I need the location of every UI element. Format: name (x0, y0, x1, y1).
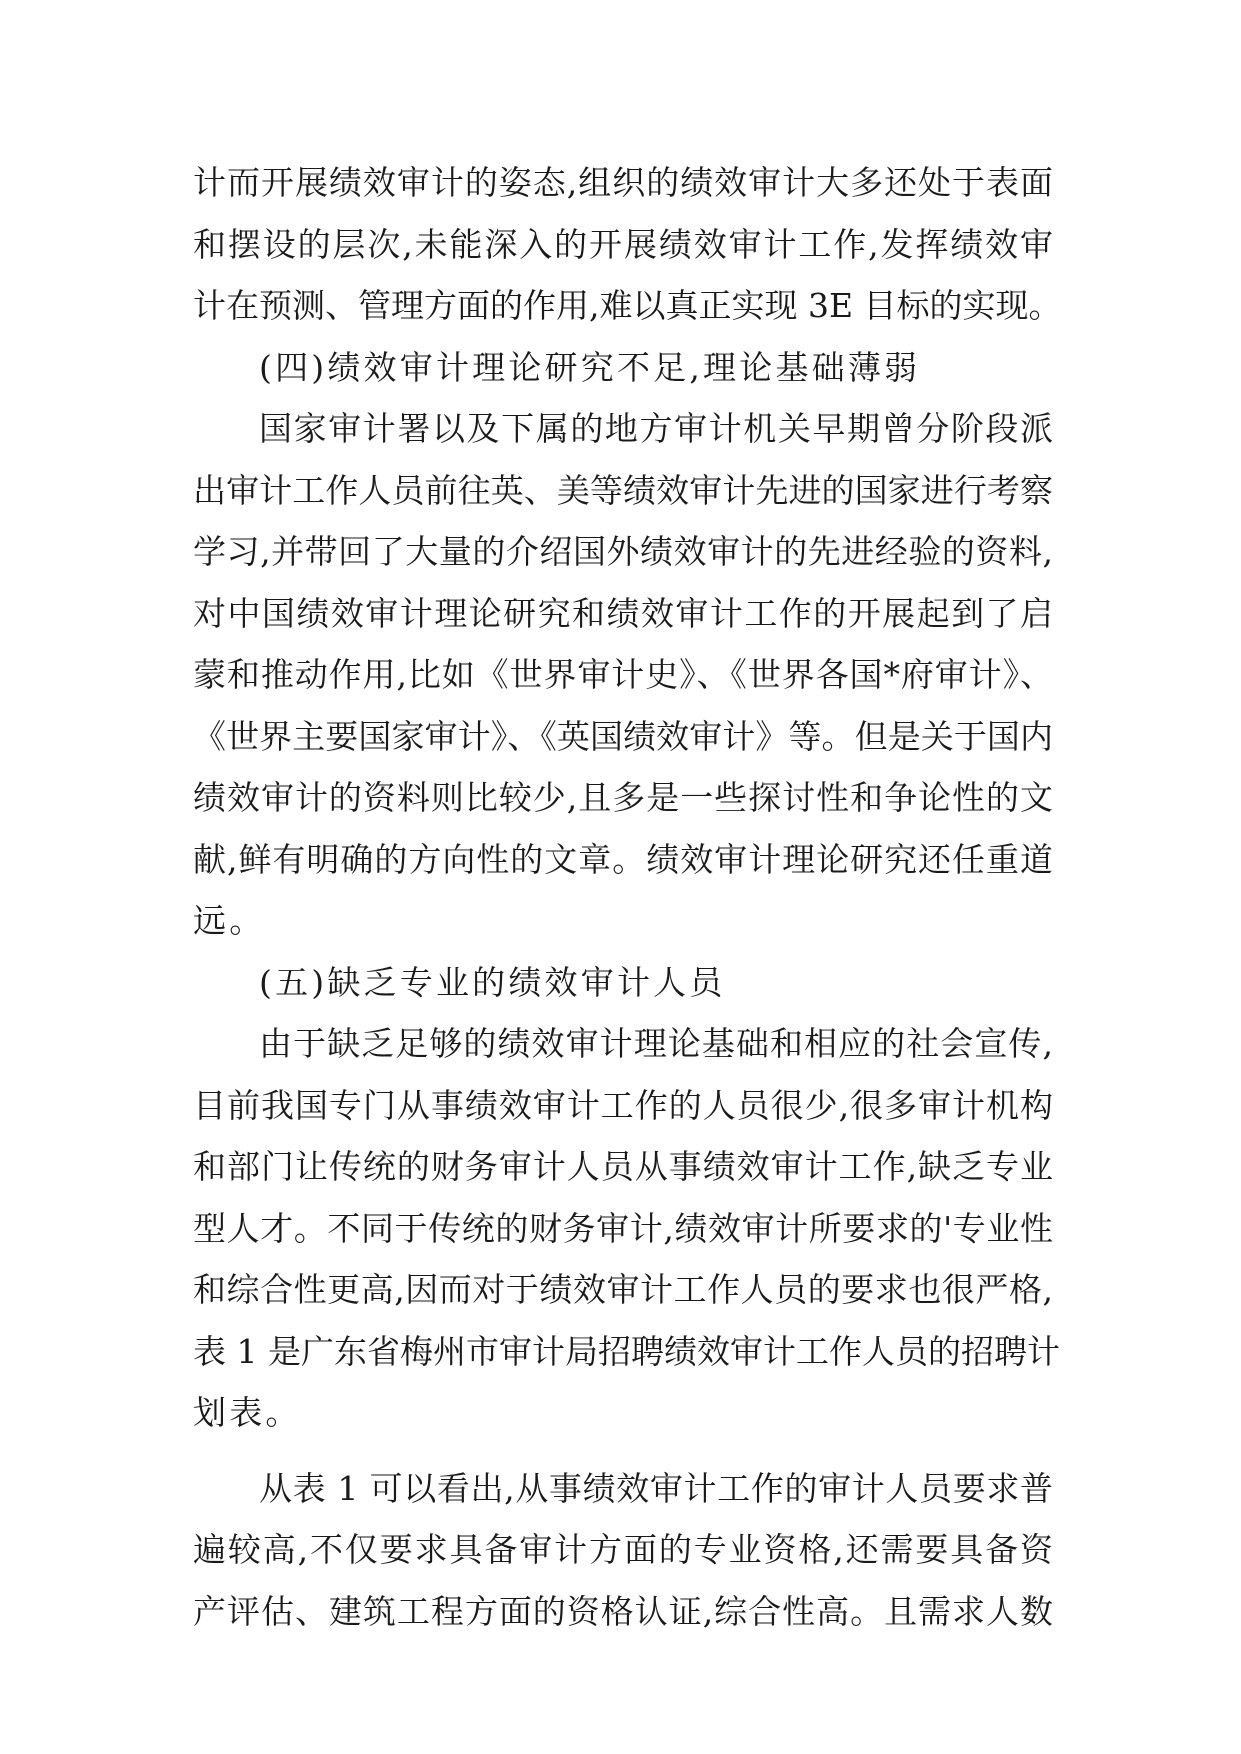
text-line: 型人才。不同于传统的财务审计,绩效审计所要求的'专业性 (193, 1208, 1053, 1248)
text-line: 从表 1 可以看出,从事绩效审计工作的审计人员要求普 (259, 1468, 1053, 1508)
text-line: 远。 (193, 901, 266, 940)
paragraph-spacer (193, 1444, 1053, 1458)
text-line: 蒙和推动作用,比如《世界审计史》、《世界各国*府审计》、 (193, 655, 1053, 694)
text-line: 和摆设的层次,未能深入的开展绩效审计工作,发挥绩效审 (193, 224, 1053, 264)
text-line: 和综合性更高,因而对于绩效审计工作人员的要求也很严格, (193, 1270, 1053, 1309)
section-heading-4 (193, 337, 1053, 399)
text-line: 出审计工作人员前往英、美等绩效审计先进的国家进行考察 (193, 470, 1053, 510)
heading-text: (五)缺乏专业的绩效审计人员 (259, 962, 726, 1002)
heading-text: (四)绩效审计理论研究不足,理论基础薄弱 (259, 347, 921, 387)
text-line: 和部门让传统的财务审计人员从事绩效审计工作,缺乏专业 (193, 1147, 1053, 1186)
text-line: 对中国绩效审计理论研究和绩效审计工作的开展起到了启 (193, 593, 1053, 633)
text-line: 学习,并带回了大量的介绍国外绩效审计的先进经验的资料, (193, 532, 1053, 571)
document-page (193, 152, 1062, 1642)
paragraph-section-5 (193, 1013, 1060, 1444)
text-line: 产评估、建筑工程方面的资格认证,综合性高。且需求人数 (193, 1591, 1053, 1631)
text-line: 由于缺乏足够的绩效审计理论基础和相应的社会宣传, (259, 1024, 1053, 1063)
text-line: 献,鲜有明确的方向性的文章。绩效审计理论研究还任重道 (193, 839, 1053, 879)
paragraph-section-4 (193, 398, 1053, 952)
text-line: 遍较高,不仅要求具备审计方面的专业资格,还需要具备资 (193, 1530, 1053, 1569)
text-line: 表 1 是广东省梅州市审计局招聘绩效审计工作人员的招聘计 (193, 1331, 1060, 1371)
text-line: 目前我国专门从事绩效审计工作的人员很少,很多审计机构 (193, 1085, 1053, 1125)
paragraph-continuation (193, 152, 1062, 337)
section-heading-5 (193, 952, 1053, 1014)
text-line: 划表。 (193, 1393, 302, 1432)
text-line: 国家审计署以及下属的地方审计机关早期曾分阶段派 (259, 409, 1053, 448)
text-line: 《世界主要国家审计》、《英国绩效审计》等。但是关于国内 (193, 716, 1053, 756)
text-line: 计而开展绩效审计的姿态,组织的绩效审计大多还处于表面 (193, 163, 1053, 202)
text-line: 计在预测、管理方面的作用,难以真正实现 3E 目标的实现。 (193, 286, 1062, 325)
text-line: 绩效审计的资料则比较少,且多是一些探讨性和争论性的文 (193, 778, 1053, 817)
paragraph-table-note (193, 1458, 1053, 1643)
